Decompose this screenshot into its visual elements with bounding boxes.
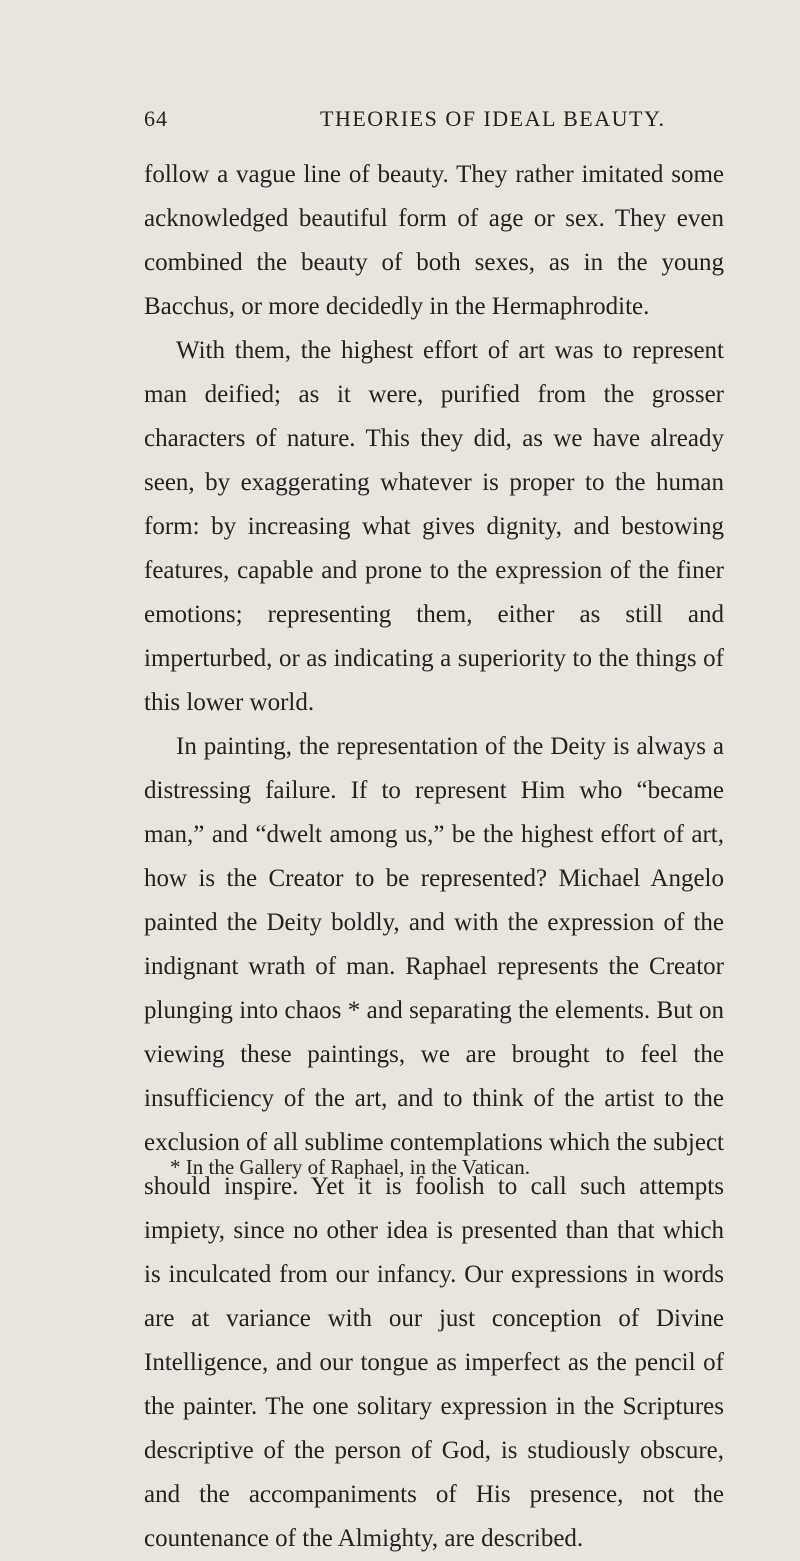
paragraph: In painting, the representation of the Deity is always a distressing failure. If to represent Him who “became man,” and “dwelt among us,” be the highest effort of art, how is the Creator to be represented? Michael Angelo painted the Deity boldly, and with the expression of the indignant wrath of man. Raphael represents the Creator plunging into chaos * and separating the elements. But on viewing these paintings, we are brought to feel the insufficiency of the art, and to think of the artist to the exclusion of all sublime contemplations which the subject should inspire. Yet it is foolish to call such attempts impiety, since no other idea is presented than that which is inculcated from our infancy. Our expressions in words are at variance with our just conception of Divine Intelligence, and our tongue as imperfect as the pencil of the painter. The one solitary expression in the Scriptures descriptive of the person of God, is studiously obscure, and the accompaniments of His presence, not the countenance of the Almighty, are described. [144, 733, 724, 1552]
footnote: * In the Gallery of Raphael, in the Vatican. [170, 1155, 530, 1179]
body-text [144, 153, 724, 1561]
paragraph: With them, the highest effort of art was to represent man deified; as it were, purified from the grosser characters of nature. This they did, as we have already seen, by exaggerating whatever is proper to the human form: by increasing what gives dignity, and bestowing features, capable and prone to the expression of the finer emotions; representing them, either as still and imperturbed, or as indicating a superiority to the things of this lower world. [144, 337, 724, 716]
paragraph: follow a vague line of beauty. They rather imitated some acknowledged beautiful form of age or sex. They even combined the beauty of both sexes, as in the young Bacchus, or more decidedly in the Hermaphrodite. [144, 161, 724, 320]
page-number: 64 [144, 106, 168, 131]
running-title: THEORIES OF IDEAL BEAUTY. [320, 106, 666, 131]
